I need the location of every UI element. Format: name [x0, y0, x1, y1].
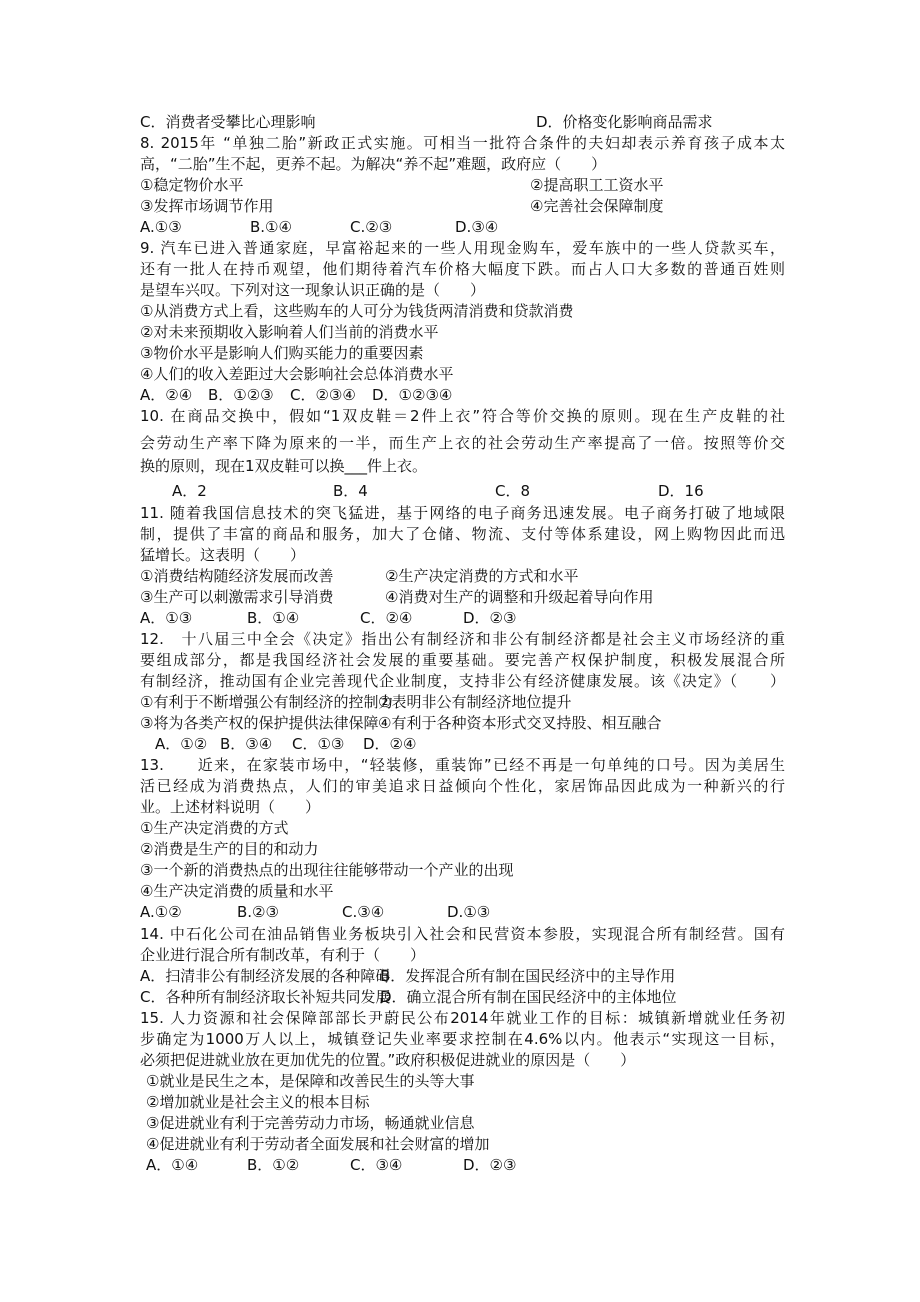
answer-option: D．①②③④ — [372, 386, 453, 404]
answer-option: ④完善社会保障制度 — [530, 197, 664, 215]
answer-option: C.②③ — [350, 218, 393, 236]
answer-option: ③生产可以刺激需求引导消费 — [140, 588, 334, 606]
answer-option: B．①② — [247, 1156, 300, 1174]
answer-option: D．②③ — [463, 1156, 517, 1174]
answer-option: ①稳定物价水平 — [140, 176, 244, 194]
answer-option: B．4 — [333, 482, 368, 500]
text-line: 高，“二胎”生不起，更养不起。为解决“养不起”难题，政府应（ ） — [140, 155, 607, 173]
answer-option: B．①②③ — [208, 386, 274, 404]
answer-option: B．③④ — [220, 735, 273, 753]
answer-option: ②提高职工工资水平 — [530, 176, 664, 194]
text-line: 制，提供了丰富的商品和服务，加大了仓储、物流、支付等体系建设，网上购物因此而迅 — [140, 525, 785, 543]
answer-option: B．①④ — [247, 609, 300, 627]
answer-option: D．②③ — [463, 609, 517, 627]
text-line: 8. 2015年 “单独二胎”新政正式实施。可相当一批符合条件的夫妇却表示养育孩子成本太 — [140, 134, 785, 152]
text-line: 有制经济，推动国有企业完善现代企业制度，支持非公有经济健康发展。该《决定》（ ） — [140, 672, 785, 690]
text-line: 换的原则，现在1双皮鞋可以换___件上衣。 — [140, 457, 428, 475]
text-line: ③物价水平是影响人们购买能力的重要因素 — [140, 344, 424, 362]
answer-option: ①有利于不断增强公有制经济的控制力 — [140, 693, 394, 711]
text-line: ②消费是生产的目的和动力 — [140, 840, 319, 858]
answer-option: B.②③ — [237, 903, 279, 921]
text-line: ④生产决定消费的质量和水平 — [140, 882, 334, 900]
answer-option: C．8 — [495, 482, 531, 500]
text-line: ④促进就业有利于劳动者全面发展和社会财富的增加 — [146, 1135, 490, 1153]
text-line: 12. 十八届三中全会《决定》指出公有制经济和非公有制经济都是社会主义市场经济的重 — [140, 630, 785, 648]
answer-option: C．②④ — [360, 609, 413, 627]
answer-option: D.①③ — [447, 903, 491, 921]
text-line: ①从消费方式上看，这些购车的人可分为钱货两清消费和贷款消费 — [140, 302, 574, 320]
answer-option: A.①③ — [140, 218, 182, 236]
text-line: 13. 近来，在家装市场中，“轻装修，重装饰”已经不再是一句单纯的口号。因为美居生 — [140, 756, 785, 774]
text-line: 11. 随着我国信息技术的突飞猛进，基于网络的电子商务迅速发展。电子商务打破了地域限 — [140, 504, 785, 522]
text-line: 业。上述材料说明（ ） — [140, 798, 321, 816]
answer-option: A．2 — [172, 482, 207, 500]
answer-option: A．①④ — [146, 1156, 199, 1174]
answer-option: ④有利于各种资本形式交叉持股、相互融合 — [378, 714, 662, 732]
text-line: 15. 人力资源和社会保障部部长尹蔚民公布2014年就业工作的目标：城镇新增就业任务初 — [140, 1009, 785, 1027]
answer-option: A．①③ — [140, 609, 193, 627]
answer-option: D．②④ — [363, 735, 417, 753]
text-line: 企业进行混合所有制改革，有利于（ ） — [140, 946, 426, 964]
answer-option: ④消费对生产的调整和升级起着导向作用 — [385, 588, 654, 606]
text-line: ②对未来预期收入影响着人们当前的消费水平 — [140, 323, 439, 341]
text-line: ③一个新的消费热点的出现往往能够带动一个产业的出现 — [140, 861, 514, 879]
text-line: ①生产决定消费的方式 — [140, 819, 289, 837]
text-line: 会劳动生产率下降为原来的一半，而生产上衣的社会劳动生产率提高了一倍。按照等价交 — [140, 434, 785, 452]
text-line: 是望车兴叹。下列对这一现象认识正确的是（ ） — [140, 281, 486, 299]
text-line: 9. 汽车已进入普通家庭，早富裕起来的一些人用现金购车，爱车族中的一些人贷款买车， — [140, 239, 785, 257]
answer-option: D．价格变化影响商品需求 — [536, 113, 713, 131]
text-line: ①就业是民生之本，是保障和改善民生的头等大事 — [146, 1072, 475, 1090]
answer-option: C．①③ — [292, 735, 345, 753]
text-line: ③促进就业有利于完善劳动力市场，畅通就业信息 — [146, 1114, 475, 1132]
answer-option: A．②④ — [140, 386, 193, 404]
text-line: 10. 在商品交换中，假如“1双皮鞋＝2件上衣”符合等价交换的原则。现在生产皮鞋的社 — [140, 407, 785, 425]
answer-option: C．③④ — [350, 1156, 403, 1174]
text-line: ④人们的收入差距过大会影响社会总体消费水平 — [140, 365, 454, 383]
answer-option: A．①② — [155, 735, 208, 753]
text-line: ②增加就业是社会主义的根本目标 — [146, 1093, 370, 1111]
answer-option: ②表明非公有制经济地位提升 — [378, 693, 572, 711]
text-line: 还有一批人在持币观望，他们期待着汽车价格大幅度下跌。而占人口大多数的普通百姓则 — [140, 260, 785, 278]
text-line: 步确定为1000万人以上，城镇登记失业率要求控制在4.6%以内。他表示“实现这一目标， — [140, 1030, 785, 1048]
answer-option: C．消费者受攀比心理影响 — [140, 113, 316, 131]
answer-option: C．各种所有制经济取长补短共同发展 — [140, 988, 391, 1006]
answer-option: ③将为各类产权的保护提供法律保障 — [140, 714, 379, 732]
text-line: 必须把促进就业放在更加优先的位置。”政府积极促进就业的原因是（ ） — [140, 1051, 636, 1069]
text-line: 14. 中石化公司在油品销售业务板块引入社会和民营资本参股，实现混合所有制经营。国有 — [140, 925, 785, 943]
answer-option: C．②③④ — [290, 386, 356, 404]
answer-option: B．发挥混合所有制在国民经济中的主导作用 — [380, 967, 676, 985]
answer-option: A．扫清非公有制经济发展的各种障碍 — [140, 967, 391, 985]
answer-option: C.③④ — [342, 903, 385, 921]
text-line: 要组成部分，都是我国经济社会发展的重要基础。要完善产权保护制度，积极发展混合所 — [140, 651, 785, 669]
text-line: 猛增长。这表明（ ） — [140, 546, 306, 564]
answer-option: ②生产决定消费的方式和水平 — [385, 567, 579, 585]
answer-option: D．16 — [658, 482, 704, 500]
answer-option: D.③④ — [455, 218, 499, 236]
answer-option: ③发挥市场调节作用 — [140, 197, 274, 215]
answer-option: A.①② — [140, 903, 182, 921]
text-line: 活已经成为消费热点，人们的审美追求日益倾向个性化，家居饰品因此成为一种新兴的行 — [140, 777, 785, 795]
answer-option: ①消费结构随经济发展而改善 — [140, 567, 334, 585]
answer-option: D．确立混合所有制在国民经济中的主体地位 — [380, 988, 677, 1006]
answer-option: B.①④ — [250, 218, 292, 236]
